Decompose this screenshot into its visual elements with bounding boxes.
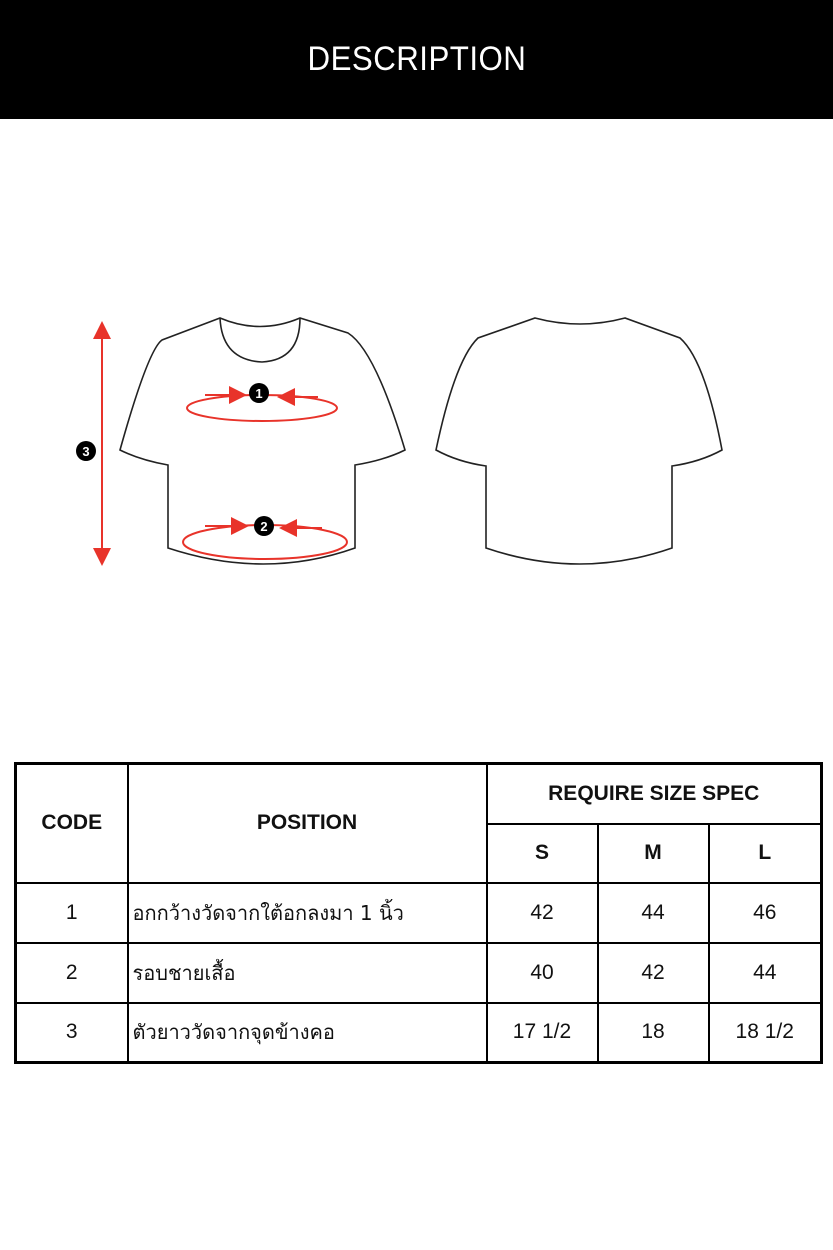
size-spec-table bbox=[14, 762, 823, 1064]
table-row bbox=[16, 943, 822, 1003]
row-value-l: 46 bbox=[709, 883, 822, 943]
header-size-m: M bbox=[598, 824, 709, 883]
header-code: CODE bbox=[16, 764, 128, 883]
header-size-l: L bbox=[709, 824, 822, 883]
header-position: POSITION bbox=[128, 764, 487, 883]
row-value-l: 18 1/2 bbox=[709, 1003, 822, 1063]
row-code: 1 bbox=[16, 883, 128, 943]
page-header bbox=[0, 0, 833, 119]
row-value-m: 44 bbox=[598, 883, 709, 943]
garment-diagram bbox=[0, 300, 833, 590]
table-row bbox=[16, 883, 822, 943]
row-position: อกกว้างวัดจากใต้อกลงมา 1 นิ้ว bbox=[128, 883, 487, 943]
row-value-s: 40 bbox=[487, 943, 598, 1003]
row-value-s: 42 bbox=[487, 883, 598, 943]
marker-2-label: 2 bbox=[260, 519, 268, 534]
row-value-m: 18 bbox=[598, 1003, 709, 1063]
header-require-size-spec: REQUIRE SIZE SPEC bbox=[487, 764, 822, 824]
row-position: ตัวยาววัดจากจุดข้างคอ bbox=[128, 1003, 487, 1063]
row-value-s: 17 1/2 bbox=[487, 1003, 598, 1063]
header-size-s: S bbox=[487, 824, 598, 883]
row-position: รอบชายเสื้อ bbox=[128, 943, 487, 1003]
row-code: 2 bbox=[16, 943, 128, 1003]
row-value-m: 42 bbox=[598, 943, 709, 1003]
row-value-l: 44 bbox=[709, 943, 822, 1003]
table-row bbox=[16, 1003, 822, 1063]
marker-1-label: 1 bbox=[255, 386, 263, 401]
row-code: 3 bbox=[16, 1003, 128, 1063]
marker-3-label: 3 bbox=[82, 444, 90, 459]
page-title: DESCRIPTION bbox=[307, 40, 526, 78]
back-shirt-outline bbox=[436, 318, 722, 564]
